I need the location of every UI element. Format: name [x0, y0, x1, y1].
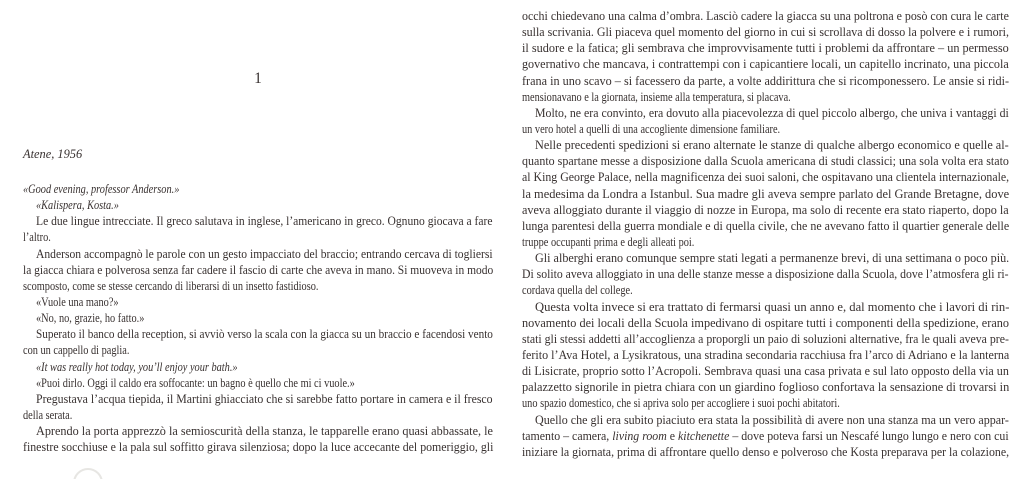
- text-line: Gli alberghi erano comunque sempre stati legati a permanenze brevi, di una settimana o poco più.: [535, 251, 1010, 266]
- text-line: frana in uno scavo – si facessero da parte, a volte addirittura che si ricomponessero. Le ansie si ridi-: [522, 73, 1010, 88]
- text-line: un vero hotel a quelli di una accogliente dimensione familiare.: [522, 121, 781, 136]
- text-line: uno spazio domestico, che si apriva solo per accogliere i suoi pochi abitatori.: [522, 396, 840, 411]
- text-line: della serata.: [23, 407, 73, 422]
- text-line: «No, no, grazie, ho fatto.»: [36, 311, 145, 326]
- text-line: «Kalispera, Kosta.»: [36, 198, 119, 213]
- text-line: Anderson accompagnò le parole con un gesto impacciato del braccio; entrando cercava di togliersi: [36, 246, 493, 261]
- text-line: «Puoi dirlo. Oggi il caldo era soffocante: un bagno è quello che mi ci vuole.»: [36, 375, 355, 390]
- text-line: finestre socchiuse e la pala sul soffitto girava silenziosa; dopo la luce accecante del pomeriggio, gli: [23, 440, 494, 455]
- text-line: governativo che mancava, i contrattempi con i capicantiere locali, un capitello incrinato, una piccola: [522, 57, 1009, 72]
- text-line: aveva alloggiato durante il viaggio di nozze in Europa, ma solo di recente era stato riaperto, dopo la: [522, 202, 1009, 217]
- text-line: ferito l’Ava Hotel, a Lysikratous, una stradina secondaria racchiusa fra l’arco di Adriano e la lanterna: [522, 347, 1010, 362]
- text-line: Quello che gli era subito piaciuto era stata la possibilità di avere non una stanza ma un vero appar-: [535, 412, 1009, 427]
- text-line: Le due lingue intrecciate. Il greco salutava in inglese, l’americano in greco. Ognuno giocava a fare: [36, 214, 493, 229]
- text-line: Superato il banco della reception, si avviò verso la scala con la giacca su un braccio e facendosi vento: [36, 327, 493, 342]
- text-line: Pregustava l’acqua tiepida, il Martini ghiacciato che si sarebbe fatto portare in camera e il fresco: [36, 391, 493, 406]
- text-line: Nelle precedenti spedizioni si erano alternate le stanze di qualche albergo economico e quelle al-: [535, 138, 1009, 153]
- book-page-right: [522, 0, 1009, 479]
- text-line: «Good evening, professor Anderson.»: [23, 182, 180, 196]
- text-line: Questa volta invece si era trattato di fermarsi quasi un anno e, dal momento che i lavori di rin-: [535, 299, 1010, 314]
- book-page-left: [23, 0, 493, 479]
- text-line: «Vuole una mano?»: [36, 294, 119, 309]
- text-line: novamento dei locali della Scuola impedivano di ospitare tutti i componenti della spedizione, erano: [522, 315, 1010, 330]
- text-line: iniziare la giornata, prima di affrontare quello denso e polveroso che Kosta preparava per la colazione,: [522, 444, 1010, 459]
- text-line: al King George Palace, nella magnificenza dei suoi saloni, che ospitavano una clientela internazionale,: [522, 170, 1010, 185]
- text-line: palazzetto signorile in pietra chiara con un giardino foglioso confortava la sensazione di trovarsi in: [522, 380, 1010, 395]
- text-line: truppe occupanti prima e degli alleati poi.: [522, 234, 695, 249]
- text-line: con un cappello di paglia.: [23, 343, 130, 358]
- text-line: stati gli stessi addetti all’accoglienza a proporgli un paio di soluzioni alternative, fra le quali aveva pre-: [522, 331, 1009, 346]
- text-line: Molto, ne era convinto, era dovuto alla piacevolezza di quel piccolo albergo, che univa i vantaggi di: [535, 105, 1009, 120]
- text-line: di Lisicrate, proprio sotto l’Acropoli. Sembrava quasi una casa privata e sul lato opposto della via un: [522, 364, 1009, 379]
- text-line: l’altro.: [23, 230, 51, 245]
- text-line: scomposto, come se stesse cercando di liberarsi di un insetto fastidioso.: [23, 278, 319, 293]
- page-right-text-block: [522, 8, 1009, 460]
- text-line: «It was really hot today, you’ll enjoy your bath.»: [36, 359, 238, 374]
- text-line: mensionavano e la giornata, insieme alla temperatura, si placava.: [522, 89, 791, 104]
- text-line: il sudore e la fatica; gli sembrava che improvvisamente tutti i problemi da affrontare – un permesso: [522, 41, 1009, 56]
- dateline: Atene, 1956: [23, 147, 83, 161]
- chapter-number: 1: [254, 70, 262, 87]
- text-line: tamento – camera, living room e kitchenette – dove poteva farsi un Nescafé lungo lungo e nero con cui: [522, 428, 1009, 443]
- page-left-text-block: [23, 181, 493, 455]
- text-line: lunga parentesi della guerra mondiale e di quella civile, che ne avevano fatto il quartier generale delle: [522, 218, 1010, 233]
- text-line: quanto spartane messe a disposizione dalla Scuola americana di studi classici; una sola volta era stato: [522, 154, 1009, 169]
- text-line: Aprendo la porta apprezzò la semioscurità della stanza, le tapparelle erano quasi abbassate, le: [36, 424, 493, 439]
- text-line: sulla scrivania. Gli piaceva quel momento del giorno in cui si scrollava di dosso la polvere e i rumori,: [522, 25, 1009, 40]
- text-line: Di solito aveva alloggiato in una delle stanze messe a disposizione dalla Scuola, dove l’atmosfera gli ri-: [522, 267, 1009, 282]
- text-line: occhi chiedevano una calma d’ombra. Lasciò cadere la giacca su una poltrona e posò con cura le carte: [522, 9, 1009, 23]
- text-line: la giacca chiara e polverosa senza far cadere il fascio di carte che aveva in mano. Si muoveva in modo: [23, 262, 494, 277]
- text-line: cordava quella del college.: [522, 283, 633, 298]
- text-line: la medesima da Londra a Istanbul. Sua madre gli aveva sempre parlato del Grande Bretagne, dove: [522, 186, 1010, 201]
